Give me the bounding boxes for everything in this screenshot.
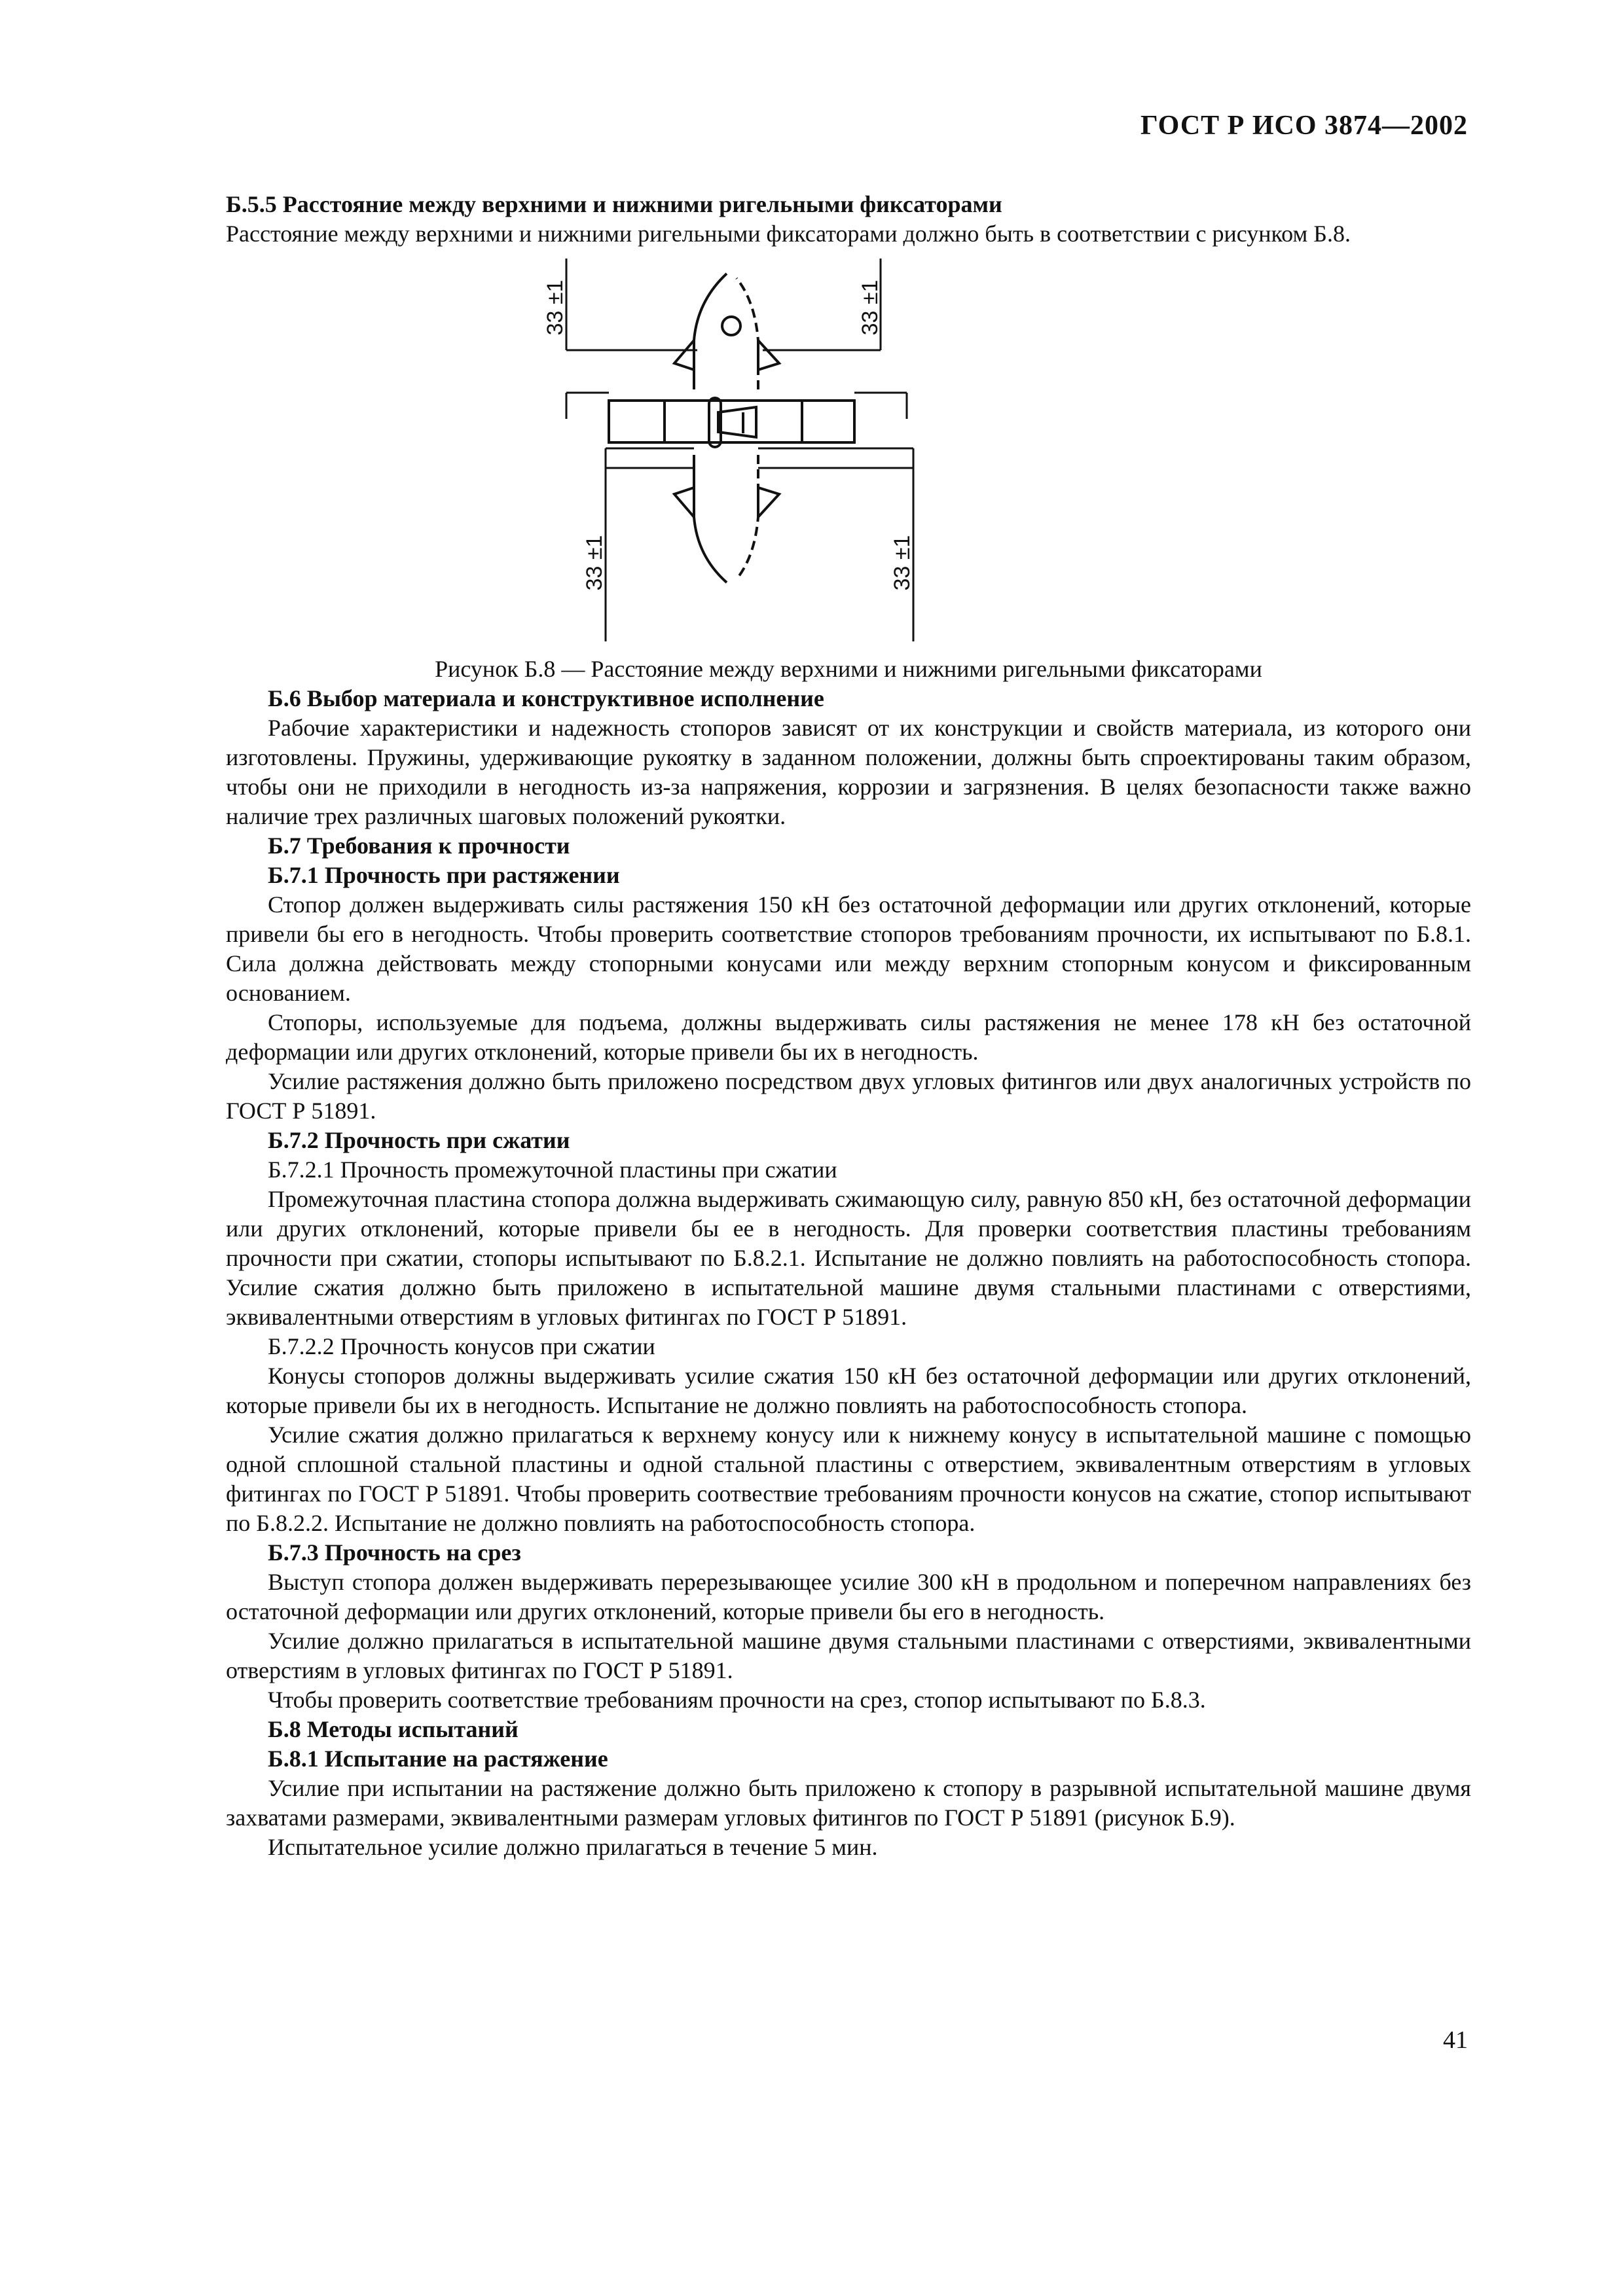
heading-b7: Б.7 Требования к прочности	[268, 833, 570, 859]
upper-left-fin	[674, 340, 694, 370]
lower-cone-right-edge	[737, 455, 758, 579]
lower-left-fin	[674, 488, 694, 517]
paragraph-b722-1: Конусы стопоров должны выдерживать усилие сжатия 150 кН без остаточной деформации или других отклонений, которые привели бы их в негодность. Испытание не должно повлиять на работоспособность стопора.	[226, 1363, 1471, 1418]
dim-label-bottom-left: 33 ±1	[582, 535, 607, 591]
paragraph-b73-1: Выступ стопора должен выдерживать перерезывающее усилие 300 кН в продольном и поперечном направлениях без остаточной деформации или других отклонений, которые привели бы его в негодность.	[226, 1569, 1471, 1624]
heading-b722: Б.7.2.2 Прочность конусов при сжатии	[268, 1333, 655, 1359]
dim-label-top-right: 33 ±1	[858, 279, 883, 336]
paragraph-b6: Рабочие характеристики и надежность стопоров зависят от их конструкции и свойств материала, из которого они изготовлены. Пружины, удерживающие рукоятку в заданном положении, должны быть спроектированы таким образом, чтобы они не приходили в негодность из-за напряжения, коррозии и загрязнения. В целях безопасности также важно наличие трех различных шаговых положений рукоятки.	[226, 715, 1471, 829]
document-body	[226, 190, 1471, 1862]
document-id-header: ГОСТ Р ИСО 3874—2002	[1140, 111, 1468, 141]
heading-b6: Б.6 Выбор материала и конструктивное исполнение	[268, 685, 824, 711]
figure-caption: Рисунок Б.8 — Расстояние между верхними и нижними ригельными фиксаторами	[435, 656, 1262, 682]
paragraph-b71-3: Усилие растяжения должно быть приложено посредством двух угловых фитингов или двух аналогичных устройств по ГОСТ Р 51891.	[226, 1068, 1471, 1124]
lower-right-fin	[758, 488, 779, 517]
heading-b73: Б.7.3 Прочность на срез	[268, 1539, 521, 1566]
paragraph-b71-1: Стопор должен выдерживать силы растяжения 150 кН без остаточной деформации или других отклонений, которые привели бы его в негодность. Чтобы проверить соответствие стопоров требованиям прочности, их испытывают по Б.8.1. Сила должна действовать между стопорными конусами или между верхним стопорным конусом и фиксированным основанием.	[226, 891, 1471, 1006]
heading-b55: Б.5.5 Расстояние между верхними и нижними ригельными фиксаторами	[226, 191, 1002, 217]
paragraph-b73-2: Усилие должно прилагаться в испытательной машине двумя стальными пластинами с отверстиями, эквивалентными отверстиям в угловых фитингах по ГОСТ Р 51891.	[226, 1628, 1471, 1683]
upper-cone-hole	[722, 317, 740, 335]
heading-b71: Б.7.1 Прочность при растяжении	[268, 862, 620, 888]
intermediate-plate	[609, 401, 854, 442]
upper-cone-left-edge	[694, 274, 727, 389]
figure-b8	[226, 255, 1471, 655]
heading-b8: Б.8 Методы испытаний	[268, 1716, 519, 1742]
heading-b81: Б.8.1 Испытание на растяжение	[268, 1746, 608, 1772]
upper-right-fin	[758, 340, 779, 370]
lower-cone-left-edge	[694, 455, 727, 583]
paragraph-b81-1: Усилие при испытании на растяжение должно быть приложено к стопору в разрывной испытательной машине двумя захватами размерами, эквивалентными размерам угловых фитингов по ГОСТ Р 51891 (рисунок Б.9).	[226, 1775, 1471, 1831]
paragraph-b73-3: Чтобы проверить соответствие требованиям прочности на срез, стопор испытывают по Б.8.3.	[268, 1687, 1206, 1713]
heading-b721: Б.7.2.1 Прочность промежуточной пластины при сжатии	[268, 1157, 837, 1183]
paragraph-b722-2: Усилие сжатия должно прилагаться к верхнему конусу или к нижнему конусу в испытательной машине с помощью одной сплошной стальной пластины и одной стальной пластины с отверстием, эквивалентным отверстиям в угловых фитингах по ГОСТ Р 51891. Чтобы проверить соотвествие требованиям прочности конусов на сжатие, стопор испытывают по Б.8.2.2. Испытание не должно повлиять на работоспособность стопора.	[226, 1422, 1471, 1536]
page-number: 41	[1443, 2026, 1468, 2054]
upper-cone-right-edge	[737, 278, 758, 389]
paragraph-b55: Расстояние между верхними и нижними ригельными фиксаторами должно быть в соответствии с рисунком Б.8.	[226, 221, 1351, 247]
paragraph-b71-2: Стопоры, используемые для подъема, должны выдерживать силы растяжения не менее 178 кН без остаточной деформации или других отклонений, которые привели бы их в негодность.	[226, 1009, 1471, 1065]
dim-label-bottom-right: 33 ±1	[890, 535, 915, 591]
heading-b72: Б.7.2 Прочность при сжатии	[268, 1127, 570, 1153]
paragraph-b721: Промежуточная пластина стопора должна выдерживать сжимающую силу, равную 850 кН, без остаточной деформации или других отклонений, которые привели бы ее в негодность. Для проверки соответствия пластины требованиям прочности при сжатии, стопоры испытывают по Б.8.2.1. Испытание не должно повлиять на работоспособность стопора. Усилие сжатия должно быть приложено в испытательной машине двумя стальными пластинами с отверстиями, эквивалентными отверстиям в угловых фитингах по ГОСТ Р 51891.	[226, 1186, 1471, 1330]
lock-spacing-drawing	[543, 255, 1149, 648]
paragraph-b81-2: Испытательное усилие должно прилагаться в течение 5 мин.	[268, 1834, 878, 1860]
dim-label-top-left: 33 ±1	[543, 279, 568, 336]
